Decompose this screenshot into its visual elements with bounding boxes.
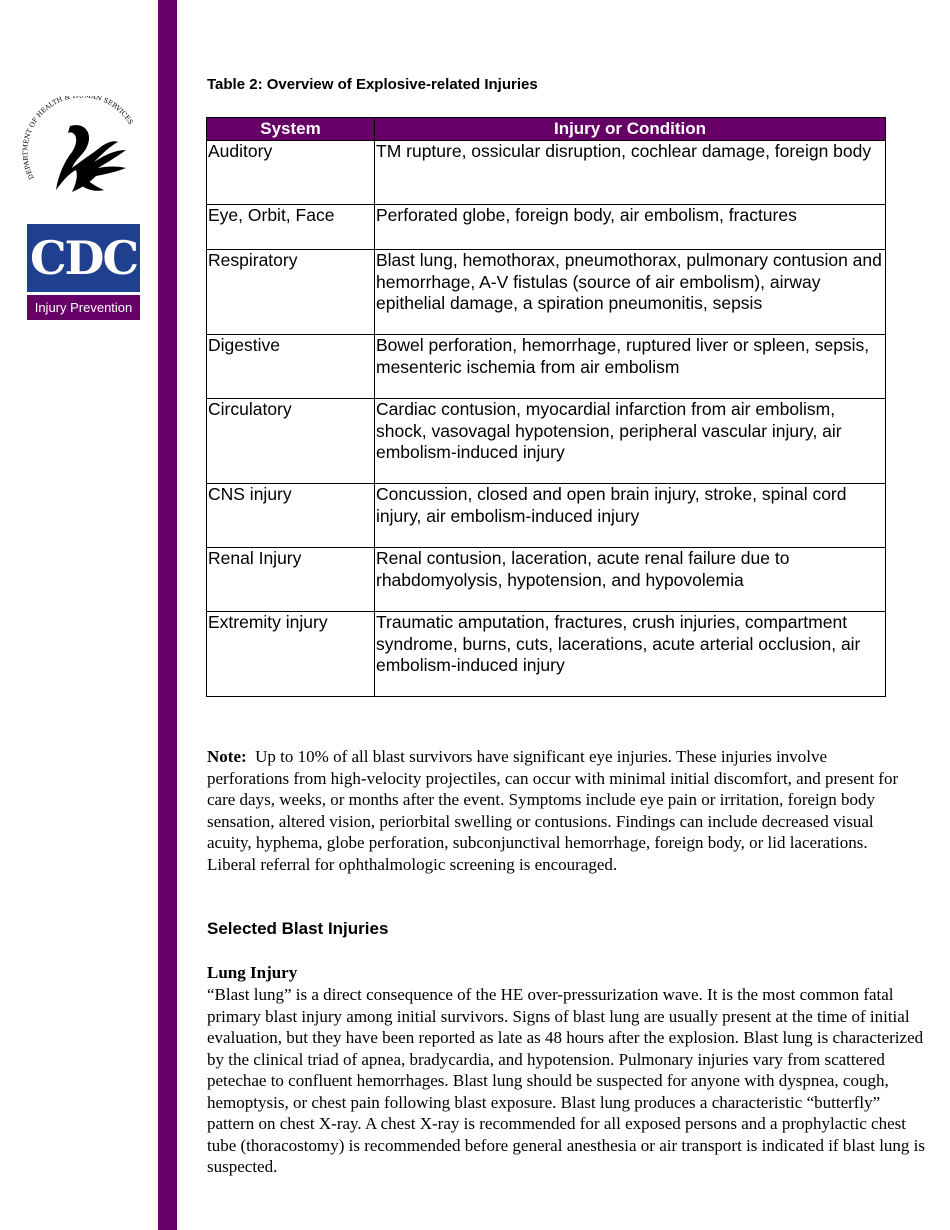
table-row bbox=[207, 335, 886, 399]
system-cell: Digestive bbox=[207, 335, 375, 399]
system-cell: Circulatory bbox=[207, 399, 375, 484]
condition-cell: Renal contusion, laceration, acute renal failure due to rhabdomyolysis, hypotension, and hypovolemia bbox=[375, 548, 886, 612]
condition-cell: Concussion, closed and open brain injury, stroke, spinal cord injury, air embolism-induced injury bbox=[375, 484, 886, 548]
cdc-wordmark-box bbox=[27, 224, 140, 292]
system-cell: Respiratory bbox=[207, 250, 375, 335]
table-row bbox=[207, 205, 886, 250]
lung-injury-body: “Blast lung” is a direct consequence of the HE over-pressurization wave. It is the most common fatal primary blast injury among initial survivors. Signs of blast lung are usually present at the time of initial evaluation, but they have been reported as late as 48 hours after the explosion. Blast lung is characterized by the clinical triad of apnea, bradycardia, and hypotension. Pulmonary injuries vary from scattered petechae to confluent hemorrhages. Blast lung should be suspected for anyone with dyspnea, cough, hemoptysis, or chest pain following blast exposure. Blast lung produces a characteristic “butterfly” pattern on chest X-ray. A chest X-ray is recommended for all exposed persons and a prophylactic chest tube (thoracostomy) is recommended before general anesthesia or air transport is indicated if blast lung is suspected. bbox=[207, 985, 926, 1176]
condition-cell: Traumatic amputation, fractures, crush injuries, compartment syndrome, burns, cuts, lacerations, acute arterial occlusion, air embolism-induced injury bbox=[375, 612, 886, 697]
system-cell: Auditory bbox=[207, 141, 375, 205]
table-header-row bbox=[207, 118, 886, 141]
system-cell: CNS injury bbox=[207, 484, 375, 548]
condition-cell: Blast lung, hemothorax, pneumothorax, pulmonary contusion and hemorrhage, A-V fistulas (source of air embolism), airway epithelial damage, a spiration pneumonitis, sepsis bbox=[375, 250, 886, 335]
condition-cell: Perforated globe, foreign body, air embolism, fractures bbox=[375, 205, 886, 250]
table-row bbox=[207, 399, 886, 484]
section-heading: Selected Blast Injuries bbox=[207, 919, 389, 938]
header-system: System bbox=[207, 118, 375, 141]
cdc-subtitle: Injury Prevention bbox=[27, 295, 140, 320]
table-row bbox=[207, 612, 886, 697]
table-row bbox=[207, 484, 886, 548]
condition-cell: Cardiac contusion, myocardial infarction from air embolism, shock, vasovagal hypotension, peripheral vascular injury, air embolism-induced injury bbox=[375, 399, 886, 484]
cdc-wordmark: CDC bbox=[29, 231, 138, 285]
note-label: Note: bbox=[207, 747, 247, 766]
table-row bbox=[207, 141, 886, 205]
system-cell: Eye, Orbit, Face bbox=[207, 205, 375, 250]
table-row bbox=[207, 548, 886, 612]
condition-cell: TM rupture, ossicular disruption, cochlear damage, foreign body bbox=[375, 141, 886, 205]
hhs-seal-logo bbox=[22, 96, 140, 214]
table-row bbox=[207, 250, 886, 335]
system-cell: Extremity injury bbox=[207, 612, 375, 697]
note-paragraph bbox=[207, 746, 912, 875]
lung-injury-heading: Lung Injury bbox=[207, 963, 298, 982]
svg-text:DEPARTMENT OF HEALTH & HUMAN S: DEPARTMENT OF HEALTH & AN SERVICES bbox=[22, 96, 135, 181]
table-title: Table 2: Overview of Explosive-related Injuries bbox=[207, 76, 538, 93]
sidebar-accent-bar bbox=[158, 0, 177, 1230]
condition-cell: Bowel perforation, hemorrhage, ruptured liver or spleen, sepsis, mesenteric ischemia from air embolism bbox=[375, 335, 886, 399]
injury-table bbox=[206, 117, 886, 697]
system-cell: Renal Injury bbox=[207, 548, 375, 612]
cdc-logo bbox=[27, 224, 140, 321]
note-text: Up to 10% of all blast survivors have significant eye injuries. These injuries involve perforations from high-velocity projectiles, can occur with minimal initial discomfort, and present for care days, weeks, or months after the event. Symptoms include eye pain or irritation, foreign body sensation, altered vision, periorbital swelling or contusions. Findings can include decreased visual acuity, hyphema, globe perforation, subconjunctival hemorrhage, foreign body, or lid lacerations. Liberal referral for ophthalmologic screening is encouraged. bbox=[207, 747, 899, 874]
header-injury-condition: Injury or Condition bbox=[375, 118, 886, 141]
